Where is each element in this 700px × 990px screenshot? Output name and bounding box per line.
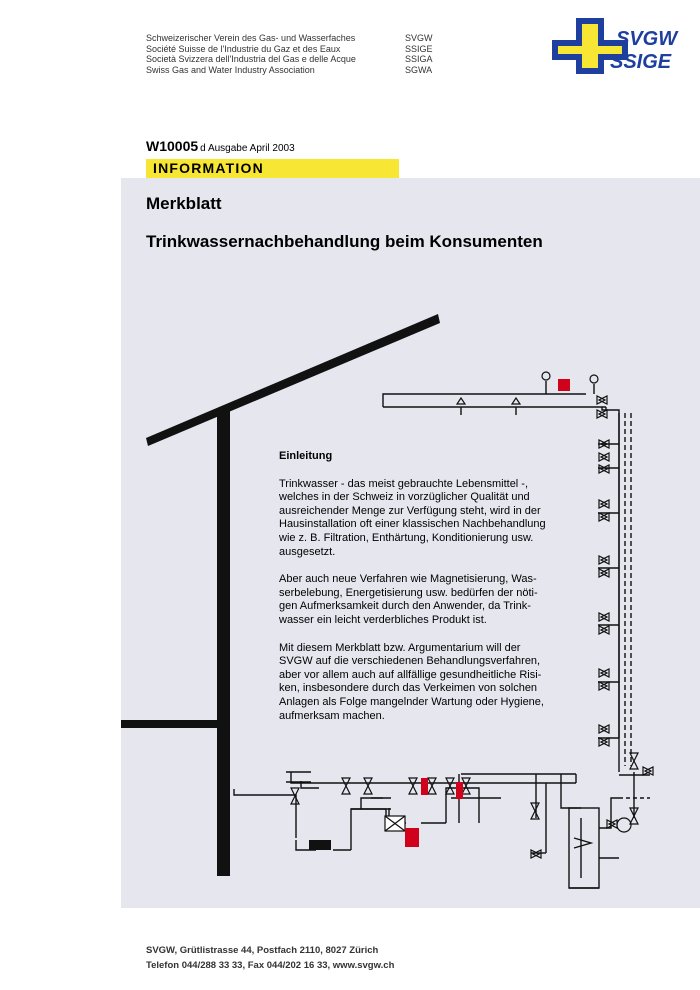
roof-line [146, 314, 440, 446]
org-names [146, 33, 356, 75]
footer-phone: Telefon 044/288 33 33, Fax 044/202 16 33, www.svgw.ch [146, 960, 395, 971]
org-abbr-fr: SSIGE [405, 43, 433, 54]
org-name-en: Swiss Gas and Water Industry Association [146, 64, 315, 75]
org-abbreviations [405, 33, 433, 75]
category-label: INFORMATION [153, 160, 264, 176]
red-device-right [456, 782, 463, 799]
org-abbr-en: SGWA [405, 64, 433, 75]
org-abbr-it: SSIGA [405, 54, 433, 64]
page-title: Trinkwassernachbehandlung beim Konsumenten [146, 232, 543, 251]
logo-text-line1: SVGW [616, 28, 678, 50]
intro-paragraph-1: Trinkwasser - das meist gebrauchte Lebensmittel -, welches in der Schweiz in vorzüglicher Qualität und ausreichender Menge zur Verfügung steht, wird in der Hausinstallation oft einer klassischen Nachbehandlung wie z. B. Filtration, Enthärtung, Konditionierung usw. ausgesetzt. [279, 477, 546, 558]
red-device-top [558, 379, 570, 391]
document-type: Merkblatt [146, 194, 222, 213]
treatment-units [309, 816, 405, 850]
intro-paragraph-2: Aber auch neue Verfahren wie Magnetisierung, Was- serbelebung, Energetisierung usw. bedürfen der nöti- gen Aufmerksamkeit durch den Anwender, da Trink- wasser ein leicht verderbliches Produkt ist. [279, 573, 538, 626]
intro-section [279, 450, 579, 737]
water-meter-box [309, 840, 331, 850]
org-name-fr: Société Suisse de l'Industrie du Gaz et des Eaux [146, 43, 341, 54]
footer-contact [146, 943, 394, 973]
basement-floor [121, 720, 220, 728]
intro-heading: Einleitung [279, 450, 333, 462]
logo-text-line2: SSIGE [610, 51, 672, 73]
category-band [146, 159, 399, 178]
document-number: W10005 [146, 138, 199, 154]
red-device-bottom [405, 828, 419, 847]
svgw-logo [538, 14, 688, 76]
red-device-left [421, 778, 428, 795]
footer-address: SVGW, Grütlistrasse 44, Postfach 2110, 8027 Zürich [146, 945, 379, 956]
document-edition: d Ausgabe April 2003 [200, 143, 295, 154]
org-name-de: Schweizerischer Verein des Gas- und Wasserfaches [146, 33, 356, 43]
org-abbr-de: SVGW [405, 33, 433, 43]
org-name-it: Società Svizzera dell'Industria del Gas e delle Acque [146, 54, 356, 64]
document-number-line [146, 138, 295, 154]
intro-paragraph-3: Mit diesem Merkblatt bzw. Argumentarium will der SVGW auf die verschiedenen Behandlungsverfahren, aber vor allem auch auf allfällige gesundheitliche Risi- ken, insbesondere durch das Verkeimen von solchen Anlagen als Folge mangelnder Wartung oder Hygiene, aufmerksam machen. [279, 641, 544, 722]
building-wall [217, 408, 230, 876]
